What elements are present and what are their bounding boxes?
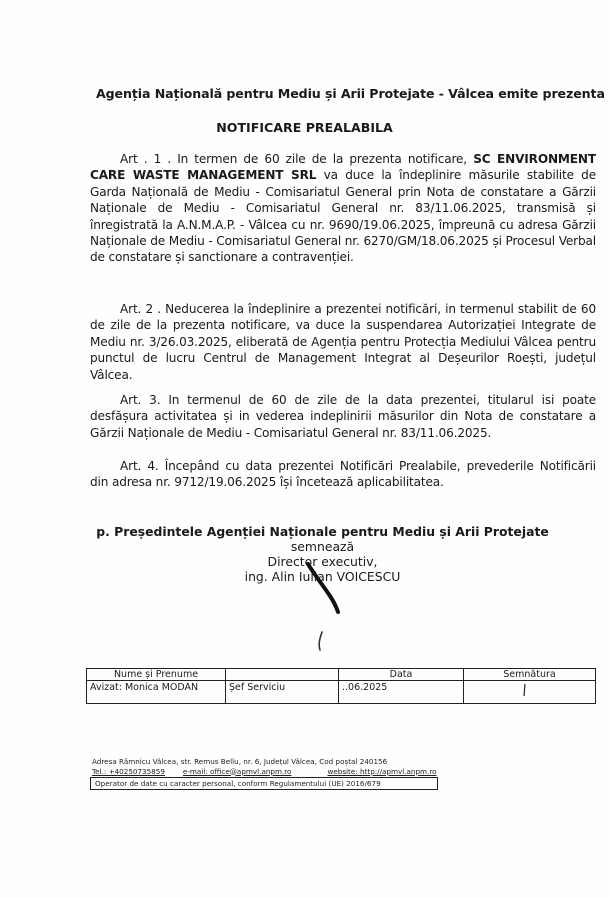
article-4-lead: Art. 4.	[120, 459, 165, 473]
signatory-role: Director executiv,	[267, 554, 378, 569]
article-3	[90, 392, 596, 441]
article-2-text: Neducerea la îndeplinire a prezentei notificări, in termenul stabilit de 60 de zile de la prezenta notificare, va duce la suspendarea Autorizației Integrate de Mediu nr. 3/26.03.2025, eliberată de Agenția pentru Protecția Mediului Vâlcea pentru punctul de lucru Centrul de Management Integrat al Deșeurilor Roești, județul Vâlcea.	[90, 302, 596, 382]
article-2	[90, 301, 596, 383]
table-row	[87, 681, 596, 704]
approval-table	[86, 668, 596, 704]
article-1	[90, 151, 596, 266]
article-3-text: In termenul de 60 de zile de la data prezentei, titularul isi poate desfășura activitatea și in vederea indeplinirii măsurilor din Nota de constatare a Gărzii Naționale de Mediu - Comisariatul General nr. 83/11.06.2025.	[90, 393, 597, 440]
table-header-row	[87, 669, 596, 681]
header-date: Data	[339, 669, 464, 681]
article-4	[90, 458, 596, 491]
footer-website[interactable]: website: http://apmvl.anpm.ro	[327, 766, 437, 776]
signatory-authority: p. Președintele Agenției Naționale pentru Mediu și Arii Protejate	[96, 524, 549, 539]
footer-tel: Tel.: +40250735859	[92, 766, 165, 776]
article-2-lead: Art. 2 .	[120, 302, 166, 316]
header-role	[226, 669, 339, 681]
article-1-lead: Art . 1 . In termen de 60 zile de la prezenta notificare,	[120, 152, 474, 166]
cell-signature	[464, 681, 596, 704]
header-name: Nume și Prenume	[87, 669, 226, 681]
document-title: NOTIFICARE PREALABILA	[216, 120, 393, 135]
article-4-text: Începând cu data prezentei Notificări Prealabile, prevederile Notificării din adresa nr. 9712/19.06.2025 își încetează aplicabilitatea.	[90, 459, 597, 490]
article-3-lead: Art. 3.	[120, 393, 169, 407]
signatory-signs: semnează	[290, 539, 355, 554]
cell-name: Avizat: Monica MODAN	[87, 681, 226, 704]
initials-signature	[515, 682, 535, 700]
signatory-name: ing. Alin Iulian VOICESCU	[244, 569, 401, 584]
company-name: SC ENVIRONMENT CARE WASTE MANAGEMENT SRL	[90, 152, 596, 183]
header-signature: Semnătura	[464, 669, 596, 681]
gdpr-notice: Operator de date cu caracter personal, conform Regulamentului (UE) 2016/679	[90, 777, 438, 790]
article-1-text: va duce la îndeplinire măsurile stabilite de Garda Națională de Mediu - Comisariatul General prin Nota de constatare a Gărzii Naționale de Mediu - Comisariatul General nr. 83/11.06.2025, transmisă și înregistrată la A.N.M.A.P. - Vâlcea cu nr. 9690/19.06.2025, împreună cu adresa Gărzii Naționale de Mediu - Comisariatul General nr. 6270/GM/18.06.2025 și Procesul Verbal de constatare și sanctionare a contravenției.	[90, 168, 596, 265]
handwritten-signature	[300, 560, 360, 660]
issuer-header: Agenția Națională pentru Mediu și Arii Protejate - Vâlcea emite prezenta	[96, 86, 605, 101]
footer-address: Adresa Râmnicu Vâlcea, str. Remus Bellu, nr. 6, Județul Vâlcea, Cod poștal 240156	[92, 757, 388, 766]
cell-date: ..06.2025	[339, 681, 464, 704]
footer-contact	[92, 757, 437, 776]
footer-email[interactable]: e-mail: office@apmvl.anpm.ro	[182, 766, 292, 776]
cell-role: Șef Serviciu	[226, 681, 339, 704]
